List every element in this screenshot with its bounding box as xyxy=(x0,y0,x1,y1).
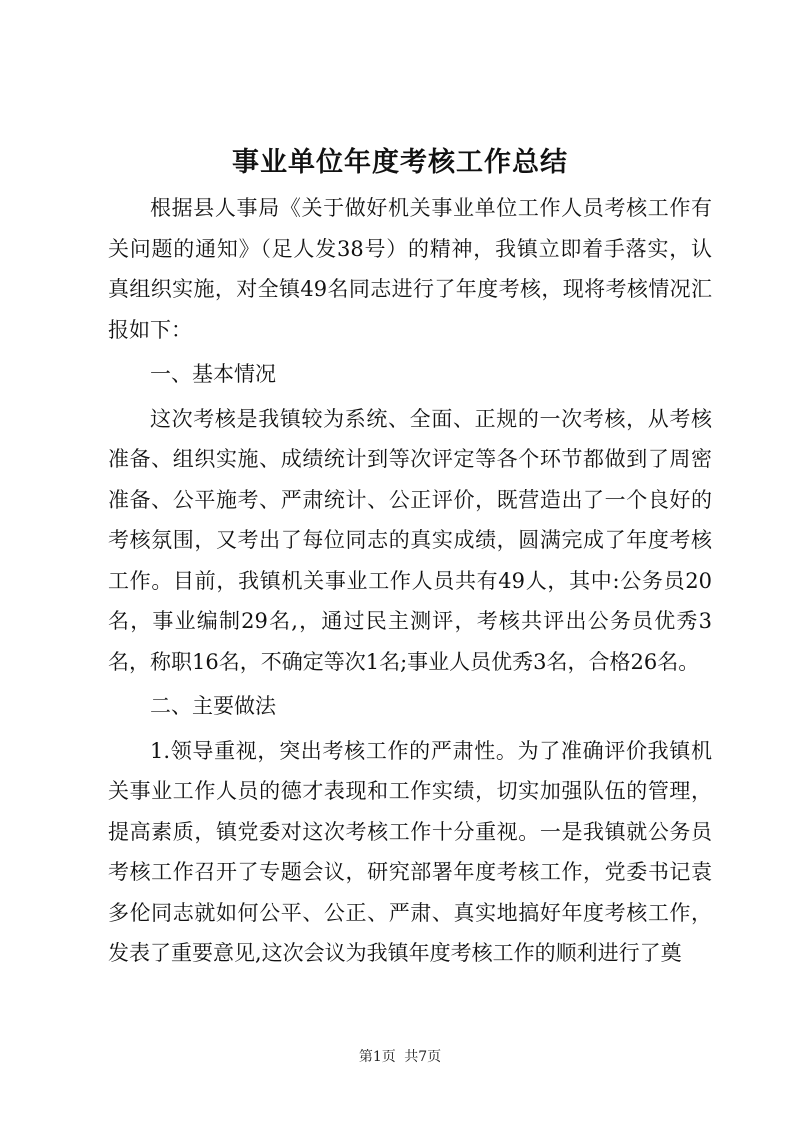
page-footer xyxy=(0,1046,800,1066)
section-heading-basic-situation: 一、基本情况 xyxy=(150,362,276,386)
document-body xyxy=(108,188,712,974)
section-heading-main-practices: 二、主要做法 xyxy=(150,694,276,718)
intro-paragraph: 根据县人事局《关于做好机关事业单位工作人员考核工作有关问题的通知》（足人发38号）的精神，我镇立即着手落实，认真组织实施，对全镇49名同志进行了年度考核，现将考核情况汇报如下： xyxy=(108,196,712,342)
main-practices-paragraph: 1.领导重视，突出考核工作的严肃性。为了准确评价我镇机关事业工作人员的德才表现和工作实绩，切实加强队伍的管理，提高素质，镇党委对这次考核工作十分重视。一是我镇就公务员考核工作召开了专题会议，研究部署年度考核工作，党委书记袁多伦同志就如何公平、公正、严肃、真实地搞好年度考核工作，发表了重要意见,这次会议为我镇年度考核工作的顺利进行了奠 xyxy=(108,738,712,965)
page-title: 事业单位年度考核工作总结 xyxy=(232,147,568,178)
basic-situation-paragraph: 这次考核是我镇较为系统、全面、正规的一次考核，从考核准备、组织实施、成绩统计到等次评定等各个环节都做到了周密准备、公平施考、严肃统计、公正评价，既营造出了一个良好的考核氛围，又考出了每位同志的真实成绩，圆满完成了年度考核工作。目前，我镇机关事业工作人员共有49人，其中:公务员20名，事业编制29名,，通过民主测评，考核共评出公务员优秀3名，称职16名，不确定等次1名;事业人员优秀3名，合格26名。 xyxy=(108,406,712,674)
total-pages: 共7页 xyxy=(404,1049,442,1065)
page-number: 第1页 xyxy=(358,1049,396,1065)
